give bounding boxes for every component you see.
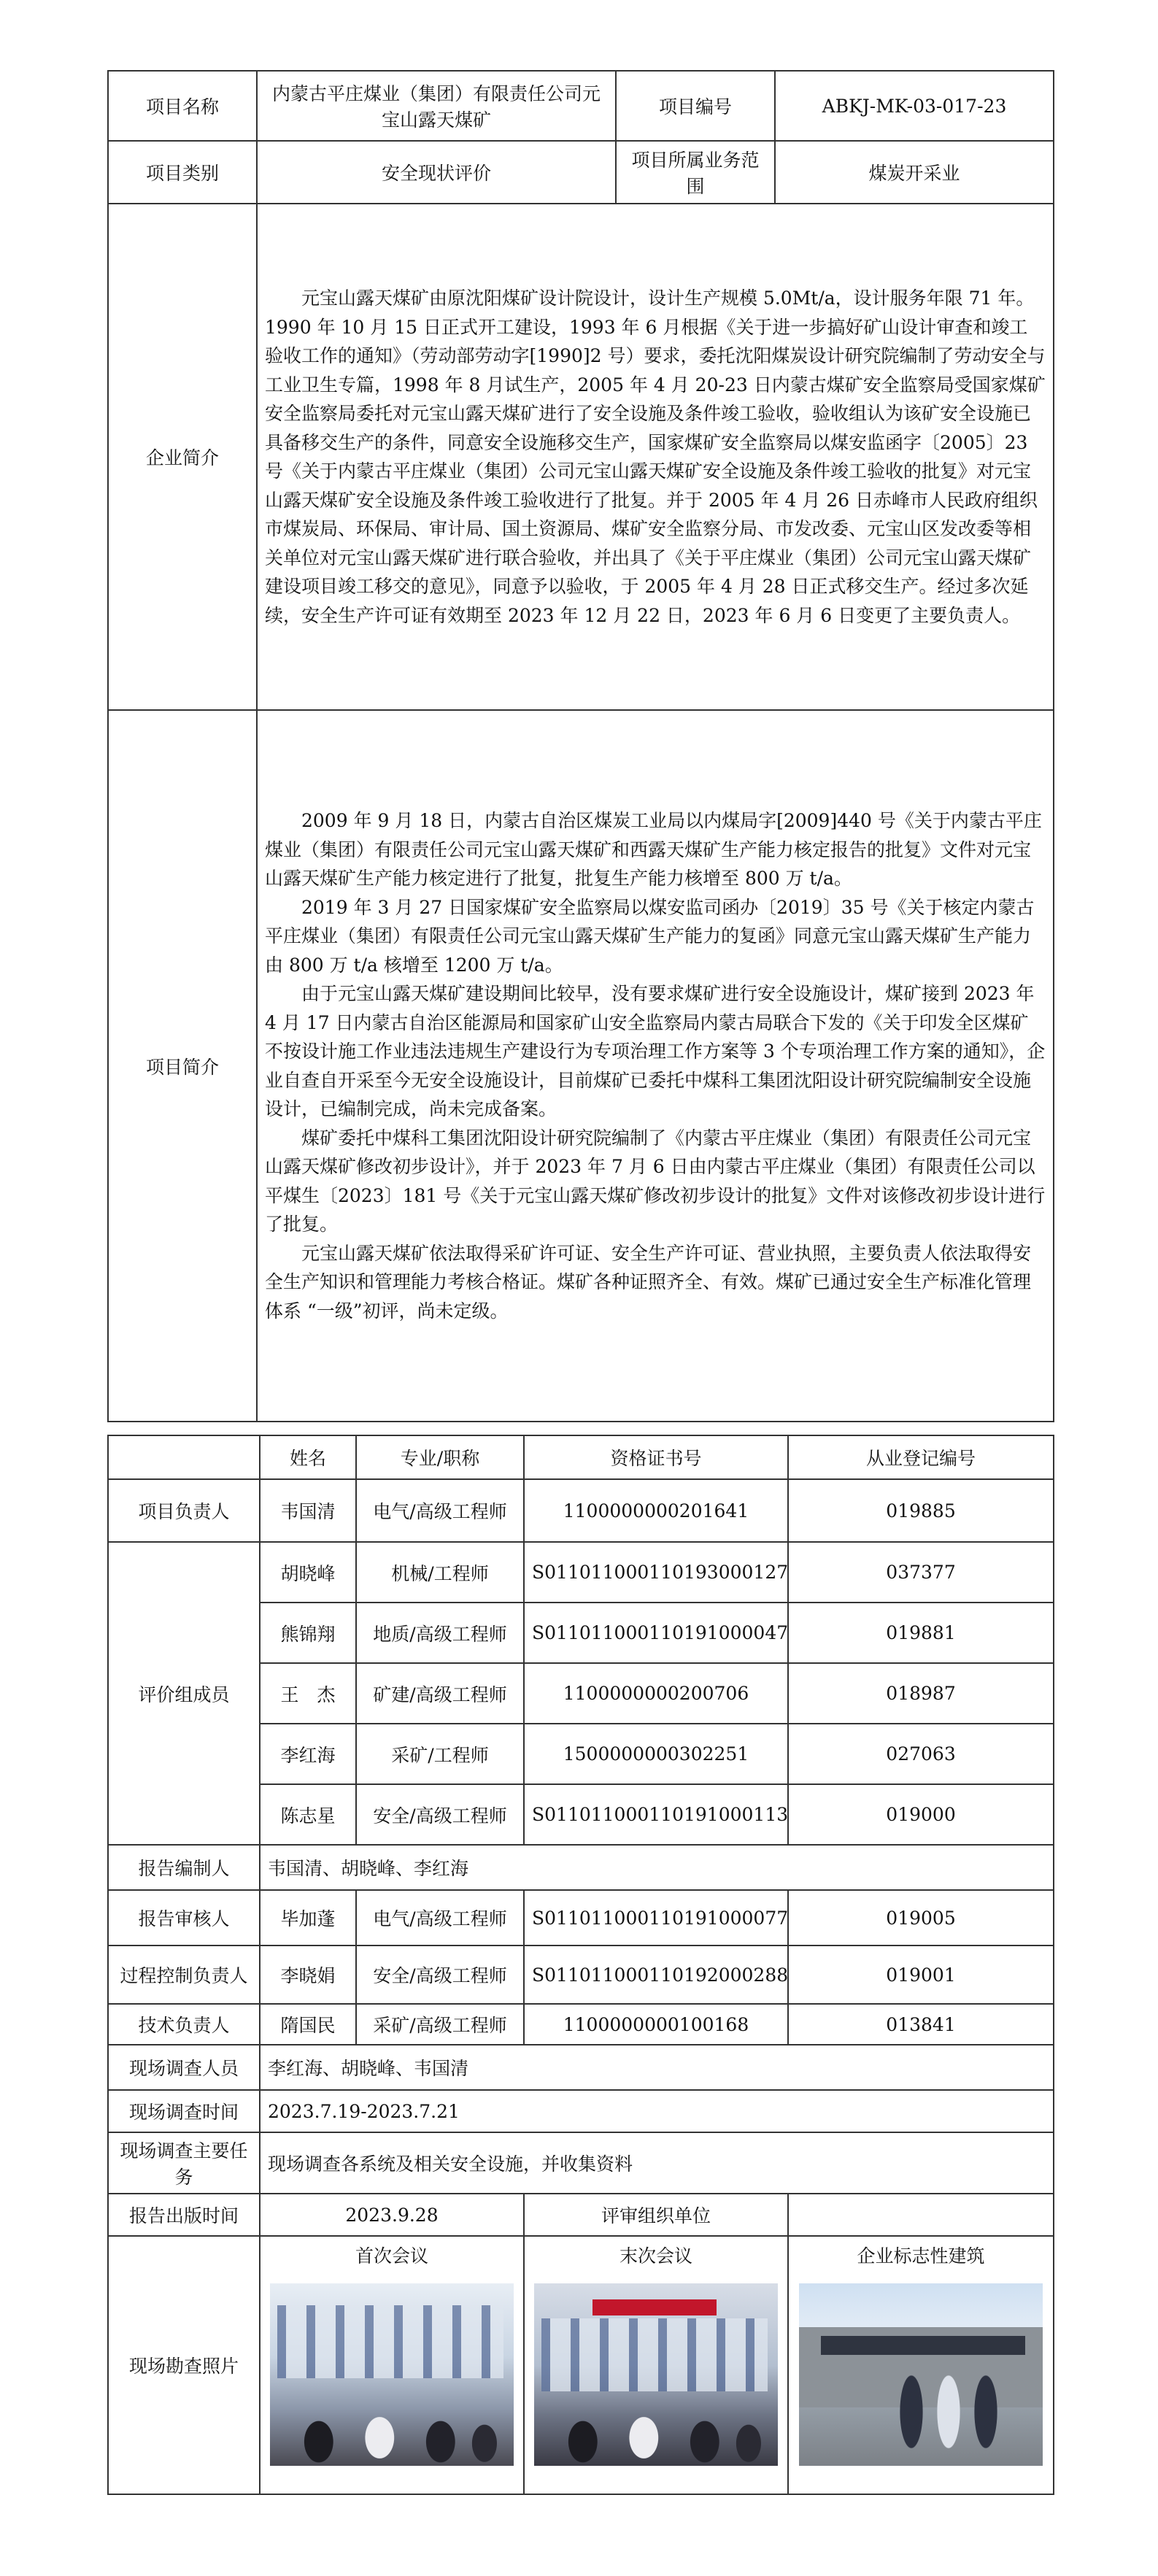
project-name-row (108, 71, 1054, 141)
staff-table (107, 1435, 1054, 2495)
project-code-value: ABKJ-MK-03-017-23 (775, 71, 1054, 141)
photo-background (277, 2305, 503, 2378)
member-cert: 1100000000200706 (524, 1663, 788, 1724)
survey-staff-value: 李红海、胡晓峰、韦国清 (260, 2045, 1054, 2090)
member-title: 地质/高级工程师 (356, 1603, 524, 1663)
member-reg: 018987 (788, 1663, 1054, 1724)
photos-label: 现场勘查照片 (108, 2236, 260, 2494)
member-cert: S011011000110191000113 (524, 1784, 788, 1845)
photo-caption: 首次会议 (355, 2245, 428, 2267)
photo-people (887, 2342, 1011, 2459)
landmark-building-photo (799, 2283, 1043, 2466)
photo-caption: 企业标志性建筑 (857, 2245, 985, 2267)
project-scope-label: 项目所属业务范围 (616, 141, 775, 204)
member-title: 机械/工程师 (356, 1542, 524, 1603)
member-reg: 019881 (788, 1603, 1054, 1663)
leader-reg: 019885 (788, 1479, 1054, 1542)
project-name-label: 项目名称 (108, 71, 257, 141)
member-cert: S011011000110191000047 (524, 1603, 788, 1663)
empty-header-cell (108, 1435, 260, 1479)
tech-title: 采矿/高级工程师 (356, 2004, 524, 2045)
header-reg: 从业登记编号 (788, 1435, 1054, 1479)
project-scope-value: 煤炭开采业 (775, 141, 1054, 204)
survey-staff-label: 现场调查人员 (108, 2045, 260, 2090)
reviewer-cert: S011011000110191000077 (524, 1890, 788, 1946)
project-category-row (108, 141, 1054, 204)
project-intro-paragraph: 由于元宝山露天煤矿建设期间比较早，没有要求煤矿进行安全设施设计，煤矿接到 2023 年 4 月 17 日内蒙古自治区能源局和国家矿山安全监察局内蒙古局联合下发的《关于印发全区煤矿不按设计施工作业违法违规生产建设行为专项治理工作方案等 3 个专项治理工作方案的通知》，企业自查自开采至今无安全设施设计，目前煤矿已委托中煤科工集团沈阳设计研究院编制安全设施设计，已编制完成，尚未完成备案。 (265, 983, 1046, 1119)
member-title: 安全/高级工程师 (356, 1784, 524, 1845)
member-reg: 019000 (788, 1784, 1054, 1845)
project-category-label: 项目类别 (108, 141, 257, 204)
leader-title: 电气/高级工程师 (356, 1479, 524, 1542)
project-info-table (107, 70, 1054, 1422)
member-name: 熊锦翔 (260, 1603, 356, 1663)
publish-row (108, 2194, 1054, 2236)
project-intro-paragraph: 2019 年 3 月 27 日国家煤矿安全监察局以煤安监司函办〔2019〕35 号《关于核定内蒙古平庄煤业（集团）有限责任公司元宝山露天煤矿生产能力的复函》同意元宝山露天煤矿生产能力由 800 万 t/a 核增至 1200 万 t/a。 (265, 896, 1035, 976)
photo-cell-first-meeting (260, 2236, 524, 2494)
survey-task-row (108, 2132, 1054, 2194)
process-reg: 019001 (788, 1946, 1054, 2004)
member-cert: S011011000110193000127 (524, 1542, 788, 1603)
tech-name: 隋国民 (260, 2004, 356, 2045)
photo-cell-building (788, 2236, 1054, 2494)
photos-row (108, 2236, 1054, 2494)
leader-row (108, 1479, 1054, 1542)
member-name: 李红海 (260, 1724, 356, 1784)
project-intro-paragraph: 煤矿委托中煤科工集团沈阳设计研究院编制了《内蒙古平庄煤业（集团）有限责任公司元宝山露天煤矿修改初步设计》，并于 2023 年 7 月 6 日由内蒙古平庄煤业（集团）有限责任公司以平煤生〔2023〕181 号《关于元宝山露天煤矿修改初步设计的批复》文件对该修改初步设计进行了批复。 (265, 1127, 1046, 1235)
survey-staff-row (108, 2045, 1054, 2090)
project-name-value: 内蒙古平庄煤业（集团）有限责任公司元宝山露天煤矿 (257, 71, 616, 141)
member-title: 矿建/高级工程师 (356, 1663, 524, 1724)
compiler-row (108, 1845, 1054, 1890)
last-meeting-photo (534, 2283, 778, 2466)
survey-task-label: 现场调查主要任务 (108, 2132, 260, 2194)
process-row (108, 1946, 1054, 2004)
project-category-value: 安全现状评价 (257, 141, 616, 204)
survey-task-value: 现场调查各系统及相关安全设施，并收集资料 (260, 2132, 1054, 2194)
leader-cert: 1100000000201641 (524, 1479, 788, 1542)
member-name: 王 杰 (260, 1663, 356, 1724)
header-name: 姓名 (260, 1435, 356, 1479)
member-row (108, 1542, 1054, 1603)
company-intro-label: 企业简介 (108, 204, 257, 710)
project-intro-paragraph: 2009 年 9 月 18 日，内蒙古自治区煤炭工业局以内煤局字[2009]440 号《关于内蒙古平庄煤业（集团）有限责任公司元宝山露天煤矿和西露天煤矿生产能力核定报告的批复》文件对元宝山露天煤矿生产能力核定进行了批复，批复生产能力核增至 800 万 t/a。 (265, 810, 1042, 889)
photo-banner (592, 2299, 717, 2315)
member-name: 胡晓峰 (260, 1542, 356, 1603)
member-name: 陈志星 (260, 1784, 356, 1845)
tech-cert: 1100000000100168 (524, 2004, 788, 2045)
process-title: 安全/高级工程师 (356, 1946, 524, 2004)
survey-time-row (108, 2090, 1054, 2132)
project-intro-row (108, 710, 1054, 1422)
member-reg: 027063 (788, 1724, 1054, 1784)
reviewer-row (108, 1890, 1054, 1946)
process-name: 李晓娟 (260, 1946, 356, 2004)
publish-label: 报告出版时间 (108, 2194, 260, 2236)
reviewer-reg: 019005 (788, 1890, 1054, 1946)
tech-label: 技术负责人 (108, 2004, 260, 2045)
compiler-label: 报告编制人 (108, 1845, 260, 1890)
company-intro-row (108, 204, 1054, 710)
leader-label: 项目负责人 (108, 1479, 260, 1542)
survey-time-value: 2023.7.19-2023.7.21 (260, 2090, 1054, 2132)
photo-caption: 末次会议 (619, 2245, 693, 2267)
project-intro-paragraph: 元宝山露天煤矿依法取得采矿许可证、安全生产许可证、营业执照，主要负责人依法取得安全生产知识和管理能力考核合格证。煤矿各种证照齐全、有效。煤矿已通过安全生产标准化管理体系 “一级”初评，尚未定级。 (265, 1242, 1032, 1322)
member-reg: 037377 (788, 1542, 1054, 1603)
tech-reg: 013841 (788, 2004, 1054, 2045)
staff-header-row (108, 1435, 1054, 1479)
survey-time-label: 现场调查时间 (108, 2090, 260, 2132)
members-label: 评价组成员 (108, 1542, 260, 1845)
header-title: 专业/职称 (356, 1435, 524, 1479)
member-title: 采矿/工程师 (356, 1724, 524, 1784)
company-intro-text: 元宝山露天煤矿由原沈阳煤矿设计院设计，设计生产规模 5.0Mt/a，设计服务年限 71 年。1990 年 10 月 15 日正式开工建设，1993 年 6 月根据《关于进一步搞好矿山设计审查和竣工验收工作的通知》（劳动部劳动字[1990]2 号）要求，委托沈阳煤炭设计研究院编制了劳动安全与工业卫生专篇，1998 年 8 月试生产，2005 年 4 月 20-23 日内蒙古煤矿安全监察局受国家煤矿安全监察局委托对元宝山露天煤矿进行了安全设施及条件竣工验收，验收组认为该矿安全设施已具备移交生产的条件，同意安全设施移交生产，国家煤矿安全监察局以煤安监函字〔2005〕23 号《关于内蒙古平庄煤业（集团）公司元宝山露天煤矿安全设施及条件竣工验收的批复》对元宝山露天煤矿安全设施及条件竣工验收进行了批复。并于 2005 年 4 月 26 日赤峰市人民政府组织市煤炭局、环保局、审计局、国土资源局、煤矿安全监察分局、市发改委、元宝山区发改委等相关单位对元宝山露天煤矿进行联合验收，并出具了《关于平庄煤业（集团）公司元宝山露天煤矿建设项目竣工移交的意见》，同意予以验收，于 2005 年 4 月 28 日正式移交生产。经过多次延续，安全生产许可证有效期至 2023 年 12 月 22 日，2023 年 6 月 6 日变更了主要负责人。 (265, 288, 1046, 626)
project-code-label: 项目编号 (616, 71, 775, 141)
member-cert: 1500000000302251 (524, 1724, 788, 1784)
review-org-value (788, 2194, 1054, 2236)
review-org-label: 评审组织单位 (524, 2194, 788, 2236)
photo-background (541, 2318, 768, 2391)
process-label: 过程控制负责人 (108, 1946, 260, 2004)
reviewer-label: 报告审核人 (108, 1890, 260, 1946)
project-intro-label: 项目简介 (108, 710, 257, 1422)
compiler-value: 韦国清、胡晓峰、李红海 (260, 1845, 1054, 1890)
photo-cell-last-meeting (524, 2236, 788, 2494)
header-cert: 资格证书号 (524, 1435, 788, 1479)
tech-row (108, 2004, 1054, 2045)
publish-value: 2023.9.28 (260, 2194, 524, 2236)
reviewer-name: 毕加蓬 (260, 1890, 356, 1946)
leader-name: 韦国清 (260, 1479, 356, 1542)
photo-people (270, 2386, 514, 2466)
project-intro-cell (257, 710, 1054, 1422)
first-meeting-photo (270, 2283, 514, 2466)
reviewer-title: 电气/高级工程师 (356, 1890, 524, 1946)
photo-people (534, 2386, 778, 2466)
process-cert: S011011000110192000288 (524, 1946, 788, 2004)
company-intro-cell (257, 204, 1054, 710)
